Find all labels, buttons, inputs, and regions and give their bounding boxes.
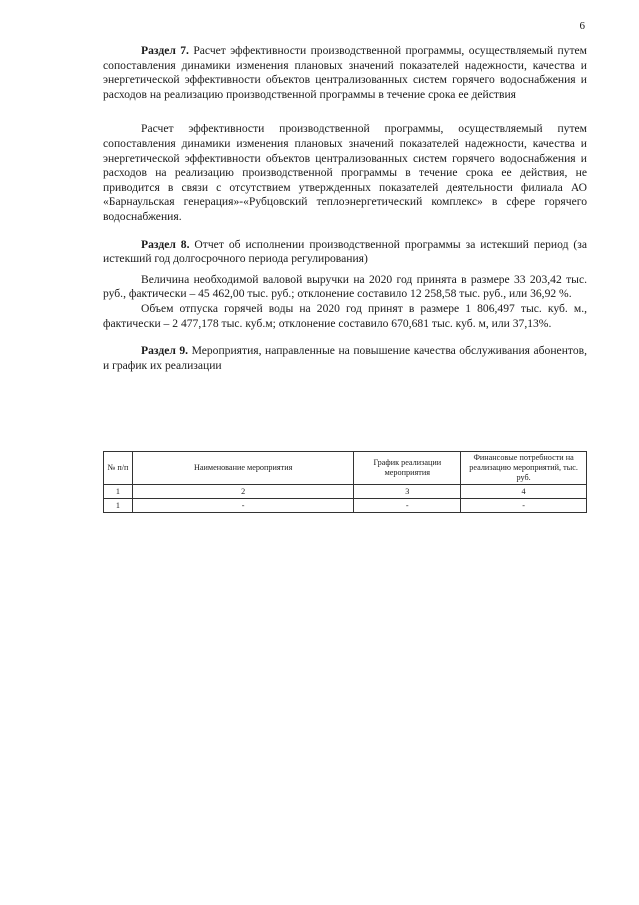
section-8-paragraph-2: Объем отпуска горячей воды на 2020 год принят в размере 1 806,497 тыс. куб. м., фактически – 2 477,178 тыс. куб.м; отклонение составило 670,681 тыс. куб. м, или 37,13%. xyxy=(103,301,587,330)
column-number-row xyxy=(104,485,587,499)
section-8-heading xyxy=(103,238,587,267)
table-cell: - xyxy=(132,499,353,513)
header-number: № п/п xyxy=(104,452,133,485)
section-8-heading-text: Отчет об исполнении производственной программы за истекший период (за истекший год долгосрочного периода регулирования) xyxy=(103,237,587,266)
page-number: 6 xyxy=(579,20,585,32)
table-cell: - xyxy=(461,499,587,513)
header-schedule: График реализации мероприятия xyxy=(354,452,461,485)
column-number-cell: 4 xyxy=(461,485,587,499)
section-8-paragraph-1: Величина необходимой валовой выручки на 2020 год принята в размере 33 203,42 тыс. руб., фактически – 45 462,00 тыс. руб.; отклонение составило 12 258,58 тыс. руб., или 36,92 %. xyxy=(103,272,587,301)
section-7-heading-text: Расчет эффективности производственной программы, осуществляемый путем сопоставления динамики изменения плановых значений показателей надежности, качества и энергетической эффективности объектов централизованных систем горячего водоснабжения и расходов на реализацию производственной программы в течение срока ее действия xyxy=(103,44,587,101)
section-7-body: Расчет эффективности производственной программы, осуществляемый путем сопоставления динамики изменения плановых значений показателей надежности, качества и энергетической эффективности объектов централизованных систем горячего водоснабжения и расходов на реализацию производственной программы в течение срока ее действия, не приводится в связи с отсутствием утвержденных показателей деятельности филиала АО «Барнаульская генерация»-«Рубцовский теплоэнергетический комплекс» в сфере горячего водоснабжения. xyxy=(103,122,587,223)
section-9-heading-text: Мероприятия, направленные на повышение качества обслуживания абонентов, и график их реализации xyxy=(103,344,587,372)
section-9-label: Раздел 9. xyxy=(141,344,189,358)
activities-table xyxy=(103,451,587,513)
document-body xyxy=(103,44,587,373)
column-number-cell: 2 xyxy=(132,485,353,499)
section-7-label: Раздел 7. xyxy=(141,44,189,57)
table-header-row xyxy=(104,452,587,485)
table-cell: 1 xyxy=(104,499,133,513)
section-7-heading xyxy=(103,44,587,102)
header-activity-name: Наименование мероприятия xyxy=(132,452,353,485)
header-finance: Финансовые потребности на реализацию мероприятий, тыс. руб. xyxy=(461,452,587,485)
column-number-cell: 3 xyxy=(354,485,461,499)
section-9-heading xyxy=(103,344,587,373)
table-row xyxy=(104,499,587,513)
section-8-label: Раздел 8. xyxy=(141,237,190,251)
column-number-cell: 1 xyxy=(104,485,133,499)
table-cell: - xyxy=(354,499,461,513)
